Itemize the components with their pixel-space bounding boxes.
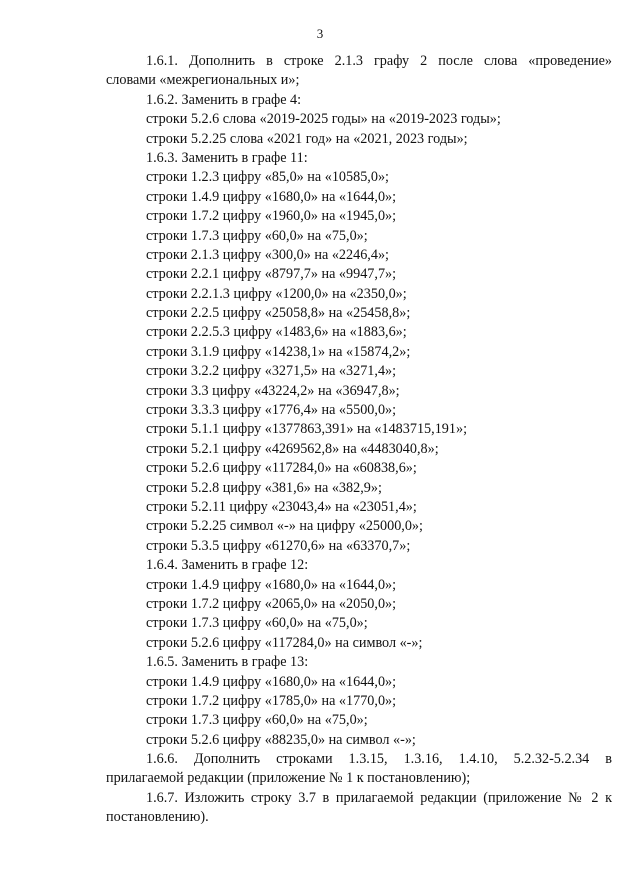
document-body	[106, 52, 612, 828]
text-line: строки 1.7.2 цифру «1960,0» на «1945,0»;	[146, 208, 397, 225]
text-line: строки 5.2.25 слова «2021 год» на «2021, 2023 годы»;	[146, 130, 468, 147]
text-line: строки 5.2.25 символ «-» на цифру «25000,0»;	[146, 518, 423, 535]
text-line: строки 2.1.3 цифру «300,0» на «2246,4»;	[146, 246, 389, 263]
text-line: постановлению).	[106, 809, 209, 826]
text-line: 1.6.4. Заменить в графе 12:	[146, 557, 309, 574]
text-line: строки 1.7.2 цифру «1785,0» на «1770,0»;	[146, 692, 397, 709]
text-line: строки 2.2.5.3 цифру «1483,6» на «1883,6»;	[146, 324, 407, 341]
text-line: 1.6.6. Дополнить строками 1.3.15, 1.3.16, 1.4.10, 5.2.32-5.2.34 в	[146, 751, 612, 768]
text-line: словами «межрегиональных и»;	[106, 72, 300, 89]
text-line: строки 1.7.3 цифру «60,0» на «75,0»;	[146, 615, 368, 632]
text-line: строки 1.7.2 цифру «2065,0» на «2050,0»;	[146, 595, 397, 612]
text-line: строки 1.7.3 цифру «60,0» на «75,0»;	[146, 712, 368, 729]
text-line: 1.6.1. Дополнить в строке 2.1.3 графу 2 после слова «проведение»	[146, 53, 612, 69]
text-line: строки 1.7.3 цифру «60,0» на «75,0»;	[146, 227, 368, 244]
text-line: строки 5.2.6 слова «2019-2025 годы» на «2019-2023 годы»;	[146, 111, 501, 128]
text-line: строки 5.1.1 цифру «1377863,391» на «1483715,191»;	[146, 421, 468, 438]
text-line: строки 5.2.6 цифру «117284,0» на символ «-»;	[146, 634, 423, 651]
text-line: 1.6.2. Заменить в графе 4:	[146, 91, 302, 108]
text-line: строки 3.3 цифру «43224,2» на «36947,8»;	[146, 382, 400, 399]
page-number: 3	[316, 26, 324, 41]
text-line: строки 1.4.9 цифру «1680,0» на «1644,0»;	[146, 673, 397, 690]
text-line: 1.6.5. Заменить в графе 13:	[146, 654, 309, 671]
text-line: 1.6.7. Изложить строку 3.7 в прилагаемой редакции (приложение № 2 к	[146, 789, 612, 806]
text-line: строки 5.2.6 цифру «88235,0» на символ «-»;	[146, 731, 416, 748]
text-line: строки 1.4.9 цифру «1680,0» на «1644,0»;	[146, 576, 397, 593]
text-line: строки 5.2.1 цифру «4269562,8» на «4483040,8»;	[146, 440, 439, 457]
text-line: строки 2.2.5 цифру «25058,8» на «25458,8»;	[146, 305, 411, 322]
text-line: строки 5.3.5 цифру «61270,6» на «63370,7»;	[146, 537, 411, 554]
text-line: строки 5.2.6 цифру «117284,0» на «60838,6»;	[146, 460, 417, 477]
text-line: строки 1.4.9 цифру «1680,0» на «1644,0»;	[146, 188, 397, 205]
text-line: 1.6.3. Заменить в графе 11:	[146, 149, 308, 166]
text-line: прилагаемой редакции (приложение № 1 к постановлению);	[106, 770, 471, 787]
text-line: строки 3.3.3 цифру «1776,4» на «5500,0»;	[146, 402, 397, 419]
text-line: строки 2.2.1 цифру «8797,7» на «9947,7»;	[146, 266, 397, 283]
text-line: строки 5.2.11 цифру «23043,4» на «23051,4»;	[146, 498, 417, 515]
text-line: строки 2.2.1.3 цифру «1200,0» на «2350,0»;	[146, 285, 407, 302]
text-line: строки 1.2.3 цифру «85,0» на «10585,0»;	[146, 169, 389, 186]
text-line: строки 3.2.2 цифру «3271,5» на «3271,4»;	[146, 363, 397, 380]
text-line: строки 5.2.8 цифру «381,6» на «382,9»;	[146, 479, 382, 496]
text-line: строки 3.1.9 цифру «14238,1» на «15874,2»;	[146, 343, 411, 360]
